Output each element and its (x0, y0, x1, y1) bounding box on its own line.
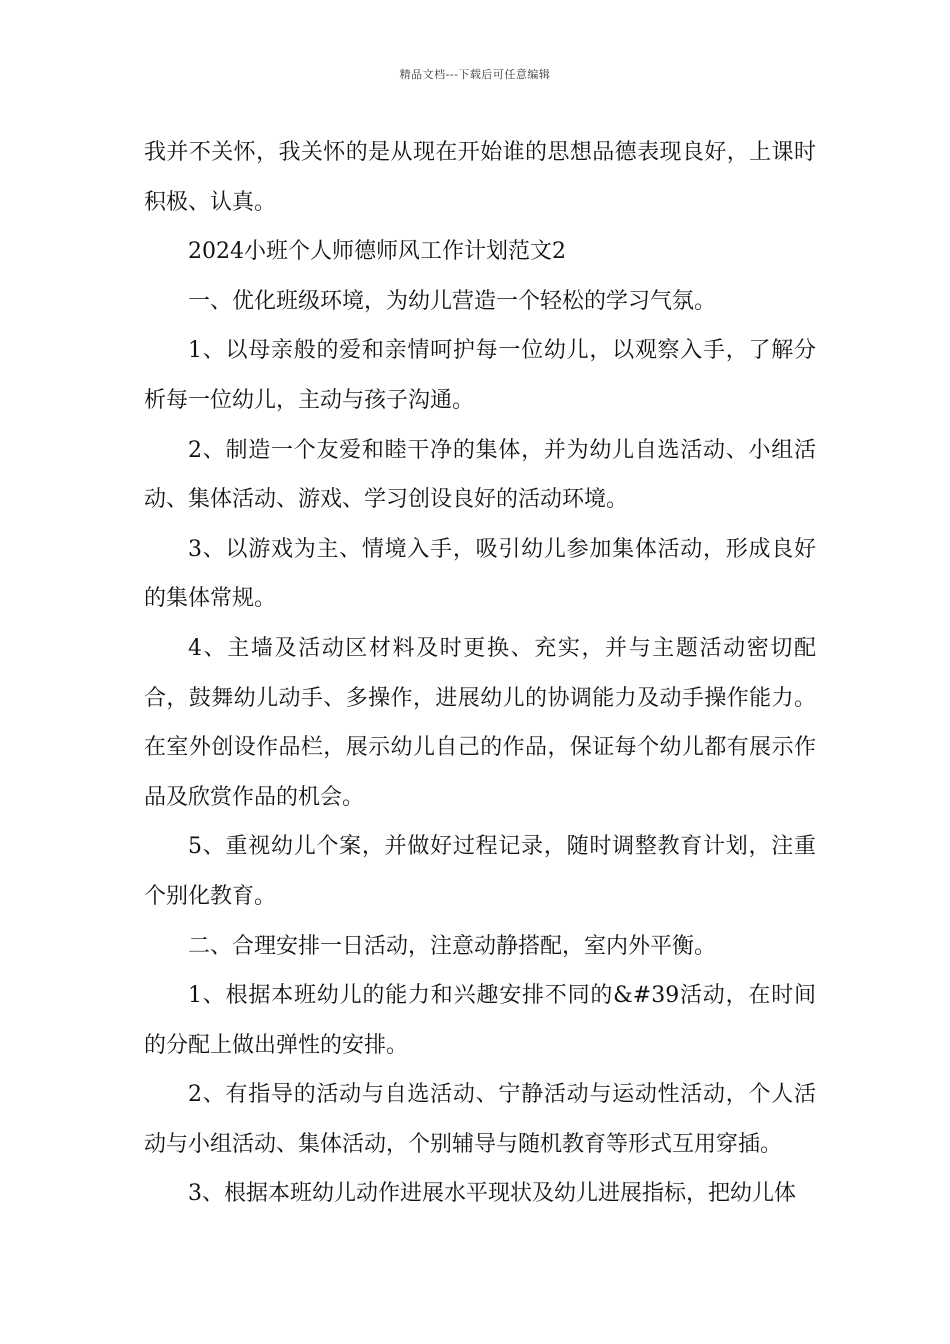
list-item: 1、根据本班幼儿的能力和兴趣安排不同的&#39活动，在时间的分配上做出弹性的安排。 (144, 983, 816, 1058)
list-item: 3、根据本班幼儿动作进展水平现状及幼儿进展指标，把幼儿体 (188, 1181, 796, 1207)
paragraph-continuation: 我并不关怀，我关怀的是从现在开始谁的思想品德表现良好，上课时积极、认真。 (144, 140, 816, 215)
list-item: 5、重视幼儿个案，并做好过程记录，随时调整教育计划，注重个别化教育。 (144, 834, 816, 909)
section-heading-2: 二、合理安排一日活动，注意动静搭配，室内外平衡。 (188, 933, 717, 959)
section-title: 2024小班个人师德师风工作计划范文2 (188, 239, 566, 265)
list-item: 3、以游戏为主、情境入手，吸引幼儿参加集体活动，形成良好的集体常规。 (144, 536, 816, 612)
page-header: 精品文档---下载后可任意编辑 (399, 68, 551, 81)
list-item: 1、以母亲般的爱和亲情呵护每一位幼儿，以观察入手，了解分析每一位幼儿，主动与孩子沟通。 (144, 338, 816, 413)
list-item: 2、有指导的活动与自选活动、宁静活动与运动性活动，个人活动与小组活动、集体活动，个别辅导与随机教育等形式互用穿插。 (144, 1082, 816, 1157)
list-item: 2、制造一个友爱和睦干净的集体，并为幼儿自选活动、小组活动、集体活动、游戏、学习创设良好的活动环境。 (144, 437, 816, 513)
section-heading-1: 一、优化班级环境，为幼儿营造一个轻松的学习气氛。 (188, 288, 717, 314)
list-item: 4、主墙及活动区材料及时更换、充实，并与主题活动密切配合，鼓舞幼儿动手、多操作，进展幼儿的协调能力及动手操作能力。在室外创设作品栏，展示幼儿自己的作品，保证每个幼儿都有展示作品及欣赏作品的机会。 (144, 635, 816, 810)
document-body (144, 128, 816, 1219)
